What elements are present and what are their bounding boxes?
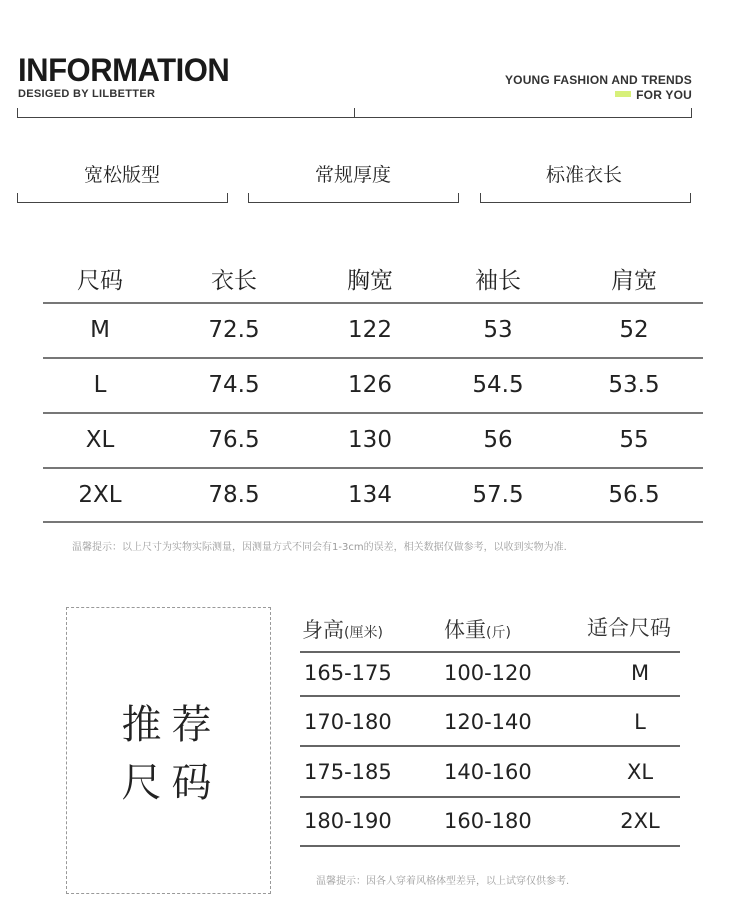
table-divider xyxy=(43,302,703,304)
header-divider-right xyxy=(354,108,692,118)
table-divider xyxy=(43,412,703,414)
table-cell: XL xyxy=(85,427,115,453)
recommend-cell: 2XL xyxy=(620,809,660,833)
table-cell: 74.5 xyxy=(208,372,260,398)
table-cell: M xyxy=(90,317,110,343)
table-divider xyxy=(43,357,703,359)
recommend-header-size: 适合尺码 xyxy=(587,616,671,640)
table-cell: 126 xyxy=(348,372,392,398)
header-divider-left xyxy=(17,108,355,118)
recommend-cell: 100-120 xyxy=(444,661,532,685)
size-header-sleeve: 袖长 xyxy=(475,268,521,294)
size-note: 温馨提示：以上尺寸为实物实际测量，因测量方式不同会有1-3cm的误差，相关数据仅做参考，以收到实物为准. xyxy=(72,542,567,553)
recommend-cell: M xyxy=(630,661,650,685)
feature-divider-2 xyxy=(248,193,459,203)
table-cell: 56.5 xyxy=(608,482,660,508)
table-cell: 55 xyxy=(619,427,649,453)
table-divider xyxy=(43,521,703,523)
table-cell: 2XL xyxy=(78,482,122,508)
size-header-length: 衣长 xyxy=(211,268,257,294)
recommend-cell: 170-180 xyxy=(304,710,392,734)
feature-fit: 宽松版型 xyxy=(83,164,160,186)
recommend-title-box xyxy=(66,607,271,894)
recommend-cell: 140-160 xyxy=(444,760,532,784)
table-cell: 56 xyxy=(483,427,513,453)
recommend-header-height xyxy=(302,614,383,644)
recommend-cell: 175-185 xyxy=(304,760,392,784)
table-cell: 76.5 xyxy=(208,427,260,453)
feature-thickness: 常规厚度 xyxy=(314,164,391,186)
recommend-divider xyxy=(300,796,680,798)
table-divider xyxy=(43,467,703,469)
feature-divider-3 xyxy=(480,193,691,203)
table-cell: 72.5 xyxy=(208,317,260,343)
table-cell: 134 xyxy=(348,482,392,508)
recommend-cell: 165-175 xyxy=(304,661,392,685)
recommend-cell: 120-140 xyxy=(444,710,532,734)
size-header-chest: 胸宽 xyxy=(347,268,393,294)
page-title: INFORMATION xyxy=(18,52,230,88)
feature-divider-1 xyxy=(17,193,228,203)
recommend-cell: XL xyxy=(626,760,654,784)
recommend-divider xyxy=(300,845,680,847)
table-cell: 53 xyxy=(483,317,513,343)
page-subtitle: DESIGED BY LILBETTER xyxy=(18,88,156,100)
recommend-header-weight-unit: (斤) xyxy=(486,625,511,641)
recommend-header-height-unit: (厘米) xyxy=(344,625,383,641)
recommend-divider xyxy=(300,745,680,747)
recommend-header-weight-label: 体重 xyxy=(444,618,486,642)
accent-bar xyxy=(615,91,631,97)
table-cell: 122 xyxy=(348,317,392,343)
table-cell: L xyxy=(93,372,107,398)
recommend-divider xyxy=(300,695,680,697)
recommend-cell: L xyxy=(634,710,646,734)
tagline-line-1: YOUNG FASHION AND TRENDS xyxy=(504,73,692,87)
recommend-cell: 180-190 xyxy=(304,809,392,833)
recommend-title-line-2: 尺码 xyxy=(121,760,222,806)
size-header-size: 尺码 xyxy=(77,268,123,294)
table-cell: 54.5 xyxy=(472,372,524,398)
recommend-header-height-label: 身高 xyxy=(302,618,344,642)
tagline-line-2: FOR YOU xyxy=(636,88,692,102)
table-cell: 57.5 xyxy=(472,482,524,508)
feature-length: 标准衣长 xyxy=(545,164,622,186)
table-cell: 130 xyxy=(348,427,392,453)
table-cell: 78.5 xyxy=(208,482,260,508)
size-header-shoulder: 肩宽 xyxy=(611,268,657,294)
table-cell: 52 xyxy=(619,317,649,343)
recommend-cell: 160-180 xyxy=(444,809,532,833)
recommend-title-line-1: 推荐 xyxy=(121,702,222,748)
table-cell: 53.5 xyxy=(608,372,660,398)
recommend-note: 温馨提示：因各人穿着风格体型差异，以上试穿仅供参考. xyxy=(316,876,570,887)
recommend-divider xyxy=(300,651,680,653)
recommend-header-weight xyxy=(444,614,511,644)
